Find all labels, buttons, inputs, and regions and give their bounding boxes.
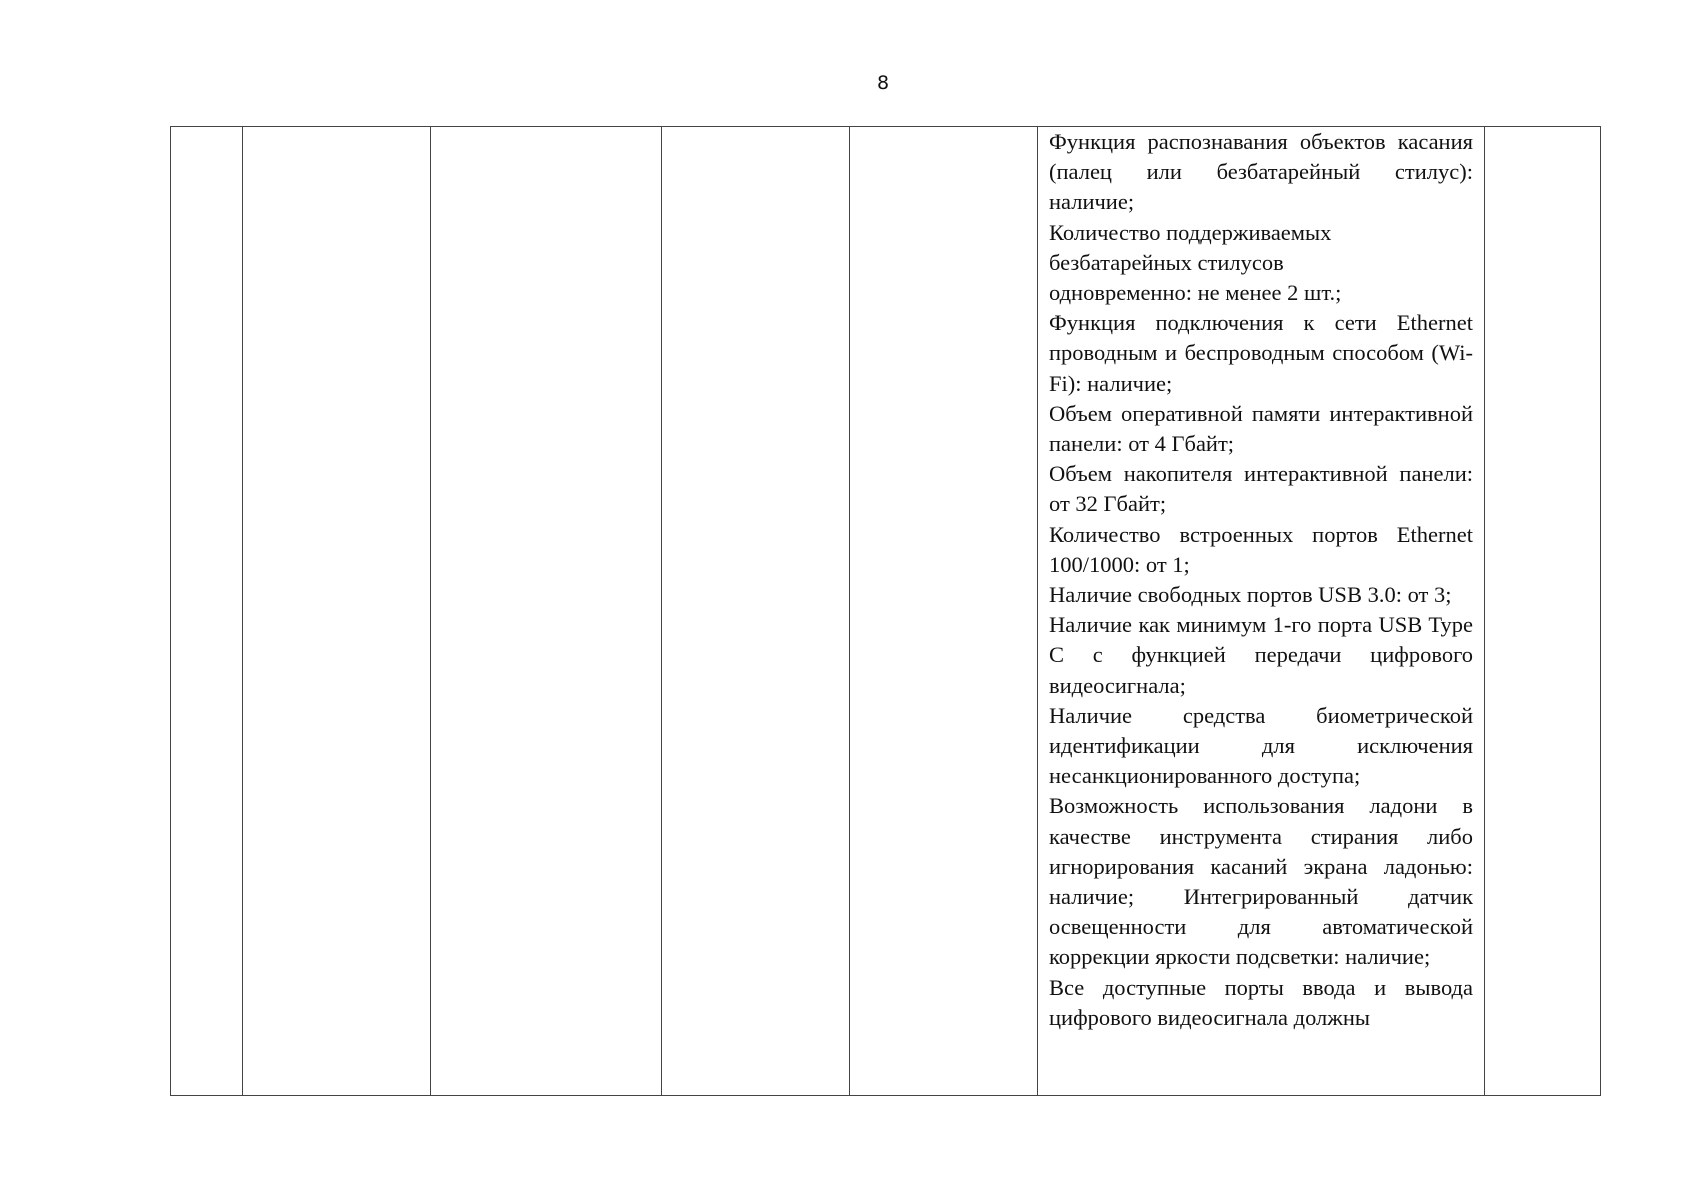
spec-paragraph: Функция подключения к сети Ethernet проводным и беспроводным способом (Wi-Fi): наличие; bbox=[1049, 310, 1473, 396]
spec-paragraph: Наличие как минимум 1-го порта USB Type C с функцией передачи цифрового видеосигнала; bbox=[1049, 612, 1473, 698]
spec-paragraph: Объем оперативной памяти интерактивной панели: от 4 Гбайт; bbox=[1049, 400, 1473, 457]
table-cell-index bbox=[171, 127, 243, 1096]
page-number: 8 bbox=[876, 72, 890, 94]
spec-paragraph: одновременно: не менее 2 шт.; bbox=[1049, 280, 1342, 306]
specification-text bbox=[1038, 127, 1484, 1095]
spec-paragraph: Возможность использования ладони в качестве инструмента стирания либо игнорирования касаний экрана ладонью: наличие; Интегрированный датчик освещенности для автоматической коррекции яркости подсветки: наличие; bbox=[1049, 793, 1473, 970]
table-cell-5 bbox=[850, 127, 1038, 1096]
spec-paragraph: Количество поддерживаемых безбатарейных стилусов bbox=[1049, 219, 1332, 275]
table-cell-3 bbox=[431, 127, 662, 1096]
spec-paragraph: Объем накопителя интерактивной панели: от 32 Гбайт; bbox=[1049, 461, 1473, 517]
table-row bbox=[171, 127, 1601, 1096]
specification-table bbox=[170, 126, 1601, 1096]
table-cell-specifications bbox=[1038, 127, 1485, 1096]
spec-paragraph: Функция распознавания объектов касания (палец или безбатарейный стилус): наличие; bbox=[1049, 129, 1473, 215]
table-cell-7 bbox=[1485, 127, 1601, 1096]
spec-paragraph: Все доступные порты ввода и вывода цифрового видеосигнала должны bbox=[1049, 974, 1473, 1030]
spec-paragraph: Наличие свободных портов USB 3.0: от 3; bbox=[1049, 582, 1452, 608]
spec-paragraph: Наличие средства биометрической идентификации для исключения несанкционированного доступа; bbox=[1049, 702, 1473, 789]
table-cell-2 bbox=[243, 127, 431, 1096]
table-cell-4 bbox=[662, 127, 850, 1096]
spec-paragraph: Количество встроенных портов Ethernet 100/1000: от 1; bbox=[1049, 521, 1473, 577]
